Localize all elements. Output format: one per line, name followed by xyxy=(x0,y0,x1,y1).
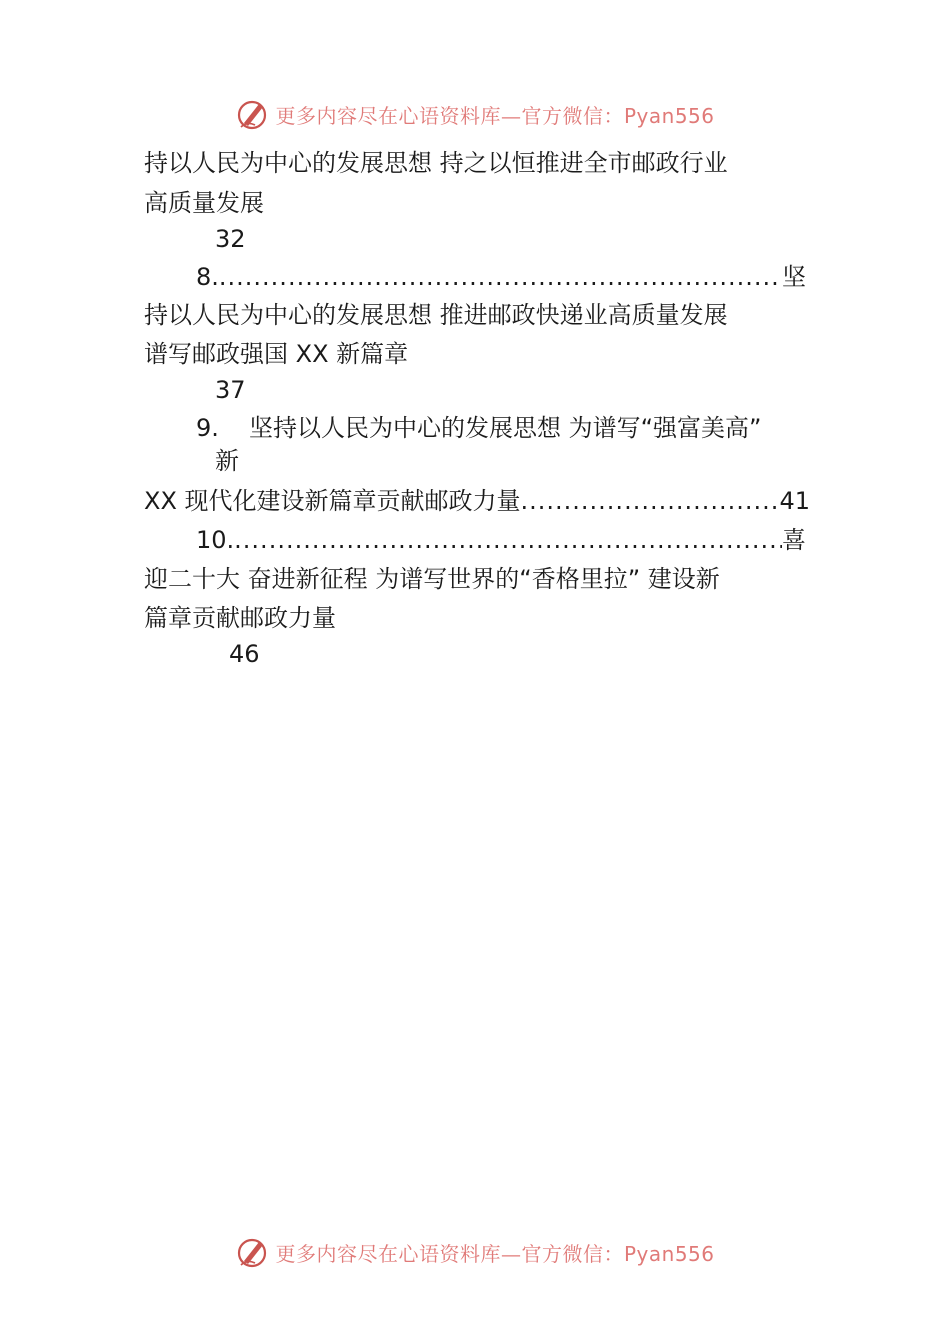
toc-entry-8-head-char: 坚 xyxy=(782,263,806,291)
toc-entry-10-header[interactable] xyxy=(196,525,806,555)
toc-entry-9-title-line2-row[interactable] xyxy=(144,486,810,516)
toc-entry-9-title-line2: XX 现代化建设新篇章贡献邮政力量 xyxy=(144,487,521,515)
toc-entry-8-number: 8. xyxy=(196,263,219,291)
footer-watermark xyxy=(0,1232,950,1272)
header-watermark xyxy=(0,94,950,134)
watermark-text: 更多内容尽在心语资料库—官方微信：Pyan556 xyxy=(275,1241,715,1266)
toc-entry-10-head-char: 喜 xyxy=(782,526,806,554)
toc-entry-8-header[interactable] xyxy=(196,262,806,292)
toc-entry-10-title-line1: 迎二十大 奋进新征程 为谱写世界的“香格里拉” 建设新 xyxy=(144,565,720,593)
toc-entry-9-leader xyxy=(521,486,780,516)
toc-entry-7-title-line1: 持以人民为中心的发展思想 持之以恒推进全市邮政行业 xyxy=(144,149,728,177)
toc-entry-8-title-line1: 持以人民为中心的发展思想 推进邮政快递业高质量发展 xyxy=(144,301,728,329)
toc-entry-7-title-line2: 高质量发展 xyxy=(144,189,264,217)
toc-entry-9-title-line1[interactable]: 坚持以人民为中心的发展思想 为谱写“强富美高” xyxy=(249,414,762,442)
toc-entry-8-leader xyxy=(219,262,782,292)
toc-entry-8-page[interactable]: 37 xyxy=(215,376,246,404)
toc-entry-9-title-line1-wrap: 新 xyxy=(215,447,239,475)
toc-entry-9-page: 41 xyxy=(779,487,810,515)
toc-entry-7-page[interactable]: 32 xyxy=(215,225,246,253)
toc-entry-9-number: 9. xyxy=(196,414,219,442)
toc-entry-10-page[interactable]: 46 xyxy=(229,640,260,668)
watermark-text: 更多内容尽在心语资料库—官方微信：Pyan556 xyxy=(275,103,715,128)
toc-entry-10-leader xyxy=(234,525,782,555)
toc-entry-10-title-line2: 篇章贡献邮政力量 xyxy=(144,604,336,632)
toc-entry-8-title-line2: 谱写邮政强国 XX 新篇章 xyxy=(144,340,409,368)
toc-entry-10-number: 10. xyxy=(196,526,235,554)
pen-logo-icon xyxy=(235,97,269,131)
pen-logo-icon xyxy=(235,1235,269,1269)
